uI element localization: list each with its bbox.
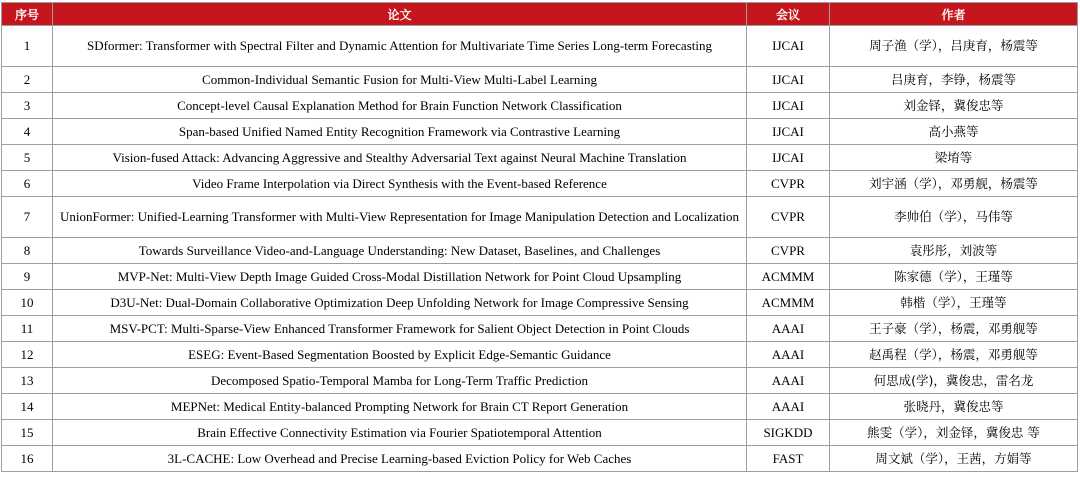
table-row	[2, 67, 1078, 93]
cell-paper: 3L-CACHE: Low Overhead and Precise Learning-based Eviction Policy for Web Caches	[53, 446, 747, 472]
cell-no: 3	[2, 93, 53, 119]
cell-no: 11	[2, 316, 53, 342]
cell-no: 15	[2, 420, 53, 446]
cell-paper: Span-based Unified Named Entity Recognition Framework via Contrastive Learning	[53, 119, 747, 145]
papers-table-container	[1, 2, 1077, 472]
cell-venue: FAST	[747, 446, 830, 472]
cell-paper: Video Frame Interpolation via Direct Synthesis with the Event-based Reference	[53, 171, 747, 197]
cell-venue: AAAI	[747, 368, 830, 394]
cell-no: 9	[2, 264, 53, 290]
cell-venue: CVPR	[747, 171, 830, 197]
cell-no: 8	[2, 238, 53, 264]
cell-no: 7	[2, 197, 53, 238]
table-row	[2, 420, 1078, 446]
cell-authors: 熊雯（学），刘金铎，冀俊忠 等	[830, 420, 1078, 446]
cell-no: 1	[2, 26, 53, 67]
cell-authors: 高小燕等	[830, 119, 1078, 145]
cell-venue: IJCAI	[747, 93, 830, 119]
header-paper: 论文	[53, 3, 747, 26]
cell-authors: 梁堉等	[830, 145, 1078, 171]
cell-authors: 吕庚育，李铮，杨震等	[830, 67, 1078, 93]
table-row	[2, 342, 1078, 368]
table-row	[2, 238, 1078, 264]
cell-authors: 袁彤彤，刘波等	[830, 238, 1078, 264]
cell-paper: UnionFormer: Unified-Learning Transformer with Multi-View Representation for Image Manipulation Detection and Localization	[53, 197, 747, 238]
cell-paper: Decomposed Spatio-Temporal Mamba for Long-Term Traffic Prediction	[53, 368, 747, 394]
cell-paper: Vision-fused Attack: Advancing Aggressive and Stealthy Adversarial Text against Neural Machine Translation	[53, 145, 747, 171]
cell-paper: ESEG: Event-Based Segmentation Boosted by Explicit Edge-Semantic Guidance	[53, 342, 747, 368]
cell-venue: ACMMM	[747, 264, 830, 290]
cell-no: 4	[2, 119, 53, 145]
cell-paper: Towards Surveillance Video-and-Language Understanding: New Dataset, Baselines, and Challenges	[53, 238, 747, 264]
cell-no: 5	[2, 145, 53, 171]
cell-venue: AAAI	[747, 342, 830, 368]
table-header-row	[2, 3, 1078, 26]
cell-paper: MSV-PCT: Multi-Sparse-View Enhanced Transformer Framework for Salient Object Detection in Point Clouds	[53, 316, 747, 342]
cell-venue: AAAI	[747, 316, 830, 342]
cell-authors: 刘宇涵（学），邓勇舰，杨震等	[830, 171, 1078, 197]
header-authors: 作者	[830, 3, 1078, 26]
table-row	[2, 290, 1078, 316]
table-row	[2, 119, 1078, 145]
cell-venue: IJCAI	[747, 26, 830, 67]
table-row	[2, 93, 1078, 119]
cell-authors: 何思成(学)，冀俊忠，雷名龙	[830, 368, 1078, 394]
table-row	[2, 197, 1078, 238]
cell-paper: SDformer: Transformer with Spectral Filter and Dynamic Attention for Multivariate Time Series Long-term Forecasting	[53, 26, 747, 67]
cell-authors: 周子渔（学），吕庚育，杨震等	[830, 26, 1078, 67]
cell-paper: MVP-Net: Multi-View Depth Image Guided Cross-Modal Distillation Network for Point Cloud Upsampling	[53, 264, 747, 290]
cell-venue: IJCAI	[747, 145, 830, 171]
cell-no: 13	[2, 368, 53, 394]
cell-venue: AAAI	[747, 394, 830, 420]
cell-authors: 陈家德（学），王瑾等	[830, 264, 1078, 290]
cell-authors: 赵禹程（学），杨震，邓勇舰等	[830, 342, 1078, 368]
cell-paper: MEPNet: Medical Entity-balanced Prompting Network for Brain CT Report Generation	[53, 394, 747, 420]
cell-no: 14	[2, 394, 53, 420]
cell-venue: CVPR	[747, 197, 830, 238]
table-row	[2, 316, 1078, 342]
cell-venue: IJCAI	[747, 119, 830, 145]
cell-authors: 韩楷（学），王瑾等	[830, 290, 1078, 316]
cell-venue: ACMMM	[747, 290, 830, 316]
cell-authors: 李帅伯（学），马伟等	[830, 197, 1078, 238]
cell-paper: Common-Individual Semantic Fusion for Multi-View Multi-Label Learning	[53, 67, 747, 93]
table-row	[2, 264, 1078, 290]
cell-paper: D3U-Net: Dual-Domain Collaborative Optimization Deep Unfolding Network for Image Compressive Sensing	[53, 290, 747, 316]
cell-authors: 刘金铎，冀俊忠等	[830, 93, 1078, 119]
header-venue: 会议	[747, 3, 830, 26]
papers-table	[1, 2, 1078, 472]
cell-authors: 张晓丹，冀俊忠等	[830, 394, 1078, 420]
table-row	[2, 446, 1078, 472]
cell-venue: CVPR	[747, 238, 830, 264]
cell-paper: Brain Effective Connectivity Estimation via Fourier Spatiotemporal Attention	[53, 420, 747, 446]
cell-no: 6	[2, 171, 53, 197]
table-row	[2, 145, 1078, 171]
cell-authors: 周文斌（学），王茜，方娟等	[830, 446, 1078, 472]
cell-no: 10	[2, 290, 53, 316]
table-row	[2, 368, 1078, 394]
header-no: 序号	[2, 3, 53, 26]
cell-authors: 王子豪（学），杨震，邓勇舰等	[830, 316, 1078, 342]
cell-no: 2	[2, 67, 53, 93]
table-row	[2, 394, 1078, 420]
cell-venue: SIGKDD	[747, 420, 830, 446]
table-row	[2, 171, 1078, 197]
cell-no: 12	[2, 342, 53, 368]
table-row	[2, 26, 1078, 67]
cell-no: 16	[2, 446, 53, 472]
cell-venue: IJCAI	[747, 67, 830, 93]
cell-paper: Concept-level Causal Explanation Method for Brain Function Network Classification	[53, 93, 747, 119]
